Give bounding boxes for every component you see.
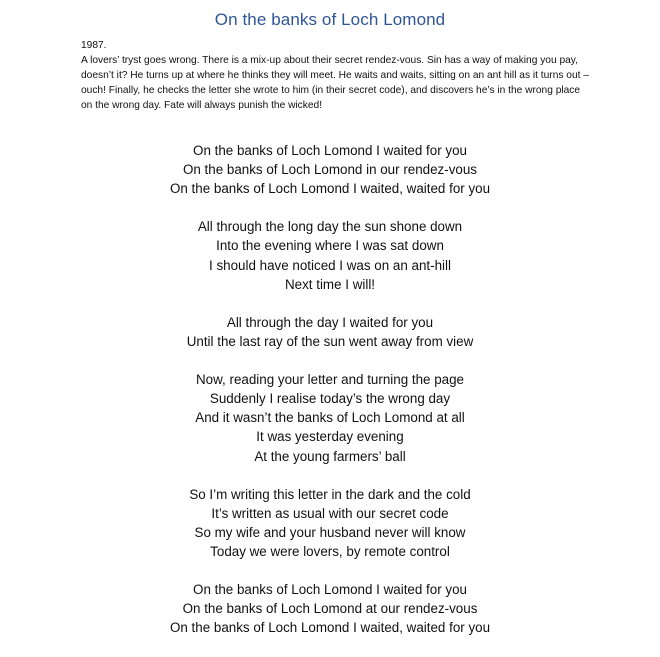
stanza [0, 141, 660, 198]
lyric-line: Into the evening where I was sat down [216, 238, 444, 254]
lyric-line: Suddenly I realise today’s the wrong day [209, 391, 451, 407]
intro-text: A lovers’ tryst goes wrong. There is a mix-up about their secret rendez-vous. Sin has a way of making you pay, doesn’t it? He turns up at where he thinks they will meet. He waits and waits, sitting on an ant hill as it turns out – ouch! Finally, he checks the letter she wrote to him (in their secret code), and discovers he’s in the wrong place on the wrong day. Fate will always punish the wicked! [81, 55, 589, 111]
stanza [0, 370, 660, 465]
lyric-line: Today we were lovers, by remote control [210, 543, 450, 559]
lyric-line: All through the long day the sun shone down [197, 219, 463, 235]
stanza [0, 217, 660, 293]
stanza [0, 313, 660, 351]
lyrics [0, 141, 660, 657]
lyric-line: It’s written as usual with our secret code [211, 505, 449, 521]
intro-year: 1987. [81, 40, 107, 51]
stanza [0, 485, 660, 561]
lyric-line: Now, reading your letter and turning the page [196, 372, 464, 388]
lyric-line: At the young farmers’ ball [254, 448, 406, 464]
lyric-line: On the banks of Loch Lomond I waited for you [193, 582, 467, 598]
intro-paragraph [81, 38, 591, 113]
lyric-line: On the banks of Loch Lomond at our rendez-vous [182, 601, 478, 617]
page-title: On the banks of Loch Lomond [214, 10, 446, 29]
lyric-line: Next time I will! [284, 276, 376, 292]
stanza [0, 580, 660, 637]
lyric-line: On the banks of Loch Lomond I waited for you [193, 143, 467, 158]
lyric-line: So my wife and your husband never will know [194, 524, 466, 540]
lyric-line: It was yesterday evening [256, 429, 404, 445]
lyric-line: On the banks of Loch Lomond in our rendez-vous [182, 162, 478, 178]
lyric-line: So I’m writing this letter in the dark and the cold [189, 486, 471, 502]
lyric-line: All through the day I waited for you [226, 314, 434, 330]
lyric-line: And it wasn’t the banks of Loch Lomond at all [195, 410, 465, 426]
lyric-line: I should have noticed I was on an ant-hill [209, 257, 451, 273]
lyric-line: On the banks of Loch Lomond I waited, waited for you [169, 181, 491, 197]
lyric-line: On the banks of Loch Lomond I waited, waited for you [169, 620, 491, 636]
lyric-line: Until the last ray of the sun went away from view [186, 333, 474, 349]
